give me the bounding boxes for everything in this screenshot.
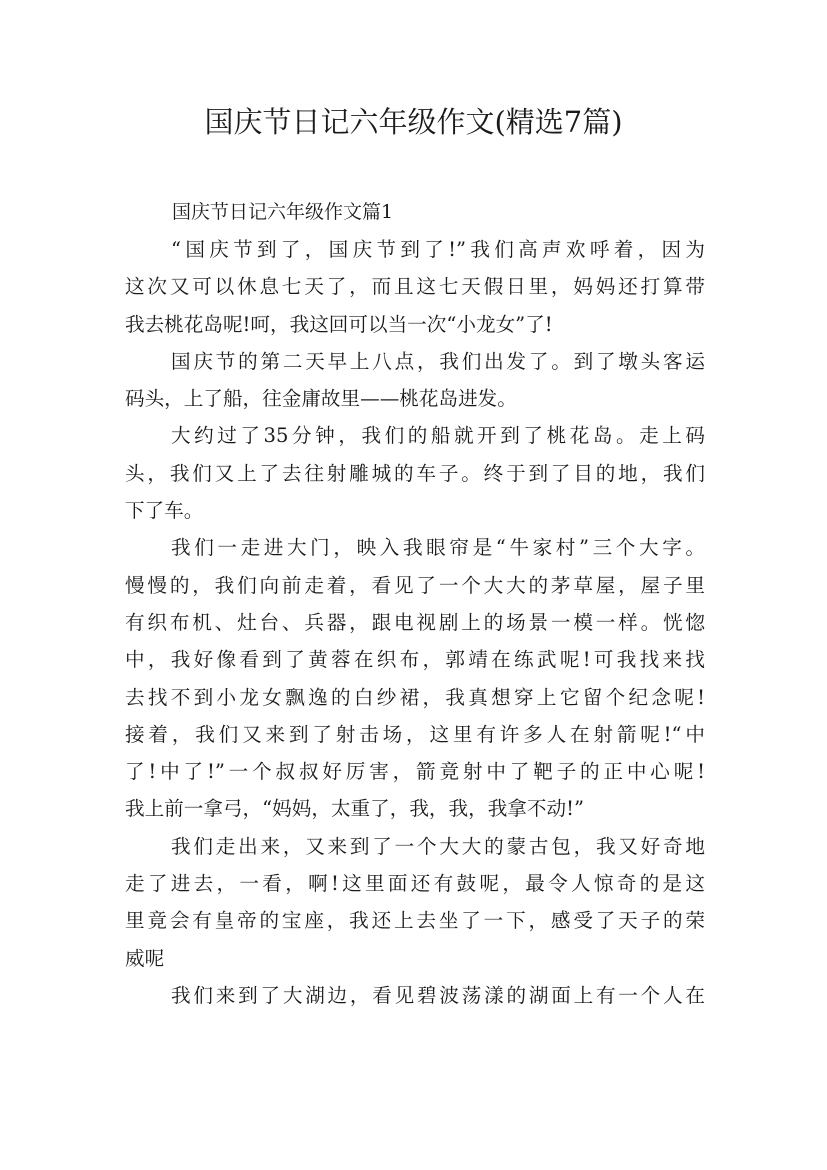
text-line: 这次又可以休息七天了，而且这七天假日里，妈妈还打算带 (125, 275, 705, 299)
body-text (125, 231, 705, 1014)
text-line: 有织布机、灶台、兵器，跟电视剧上的场景一模一样。恍惚 (125, 610, 705, 634)
text-line: 国庆节的第二天早上八点，我们出发了。到了墩头客运 (171, 349, 705, 373)
text-line: 接着，我们又来到了射击场，这里有许多人在射箭呢!“中 (125, 722, 705, 746)
text-line: 里竟会有皇帝的宝座，我还上去坐了一下，感受了天子的荣 (125, 909, 705, 933)
text-line: “国庆节到了，国庆节到了!”我们高声欢呼着，因为 (171, 238, 705, 261)
text-line: 去找不到小龙女飘逸的白纱裙，我真想穿上它留个纪念呢! (125, 685, 705, 709)
text-line: 我们来到了大湖边，看见碧波荡漾的湖面上有一个人在 (171, 983, 705, 1007)
text-line: 我们一走进大门，映入我眼帘是“牛家村”三个大字。 (171, 536, 705, 560)
text-line: 码头，上了船，往金庸故里——桃花岛进发。 (125, 387, 517, 411)
text-line: 头，我们又上了去往射雕城的车子。终于到了目的地，我们 (125, 461, 705, 485)
text-line: 走了进去，一看，啊!这里面还有鼓呢，最令人惊奇的是这 (125, 872, 705, 896)
text-line: 我们走出来，又来到了一个大大的蒙古包，我又好奇地 (171, 834, 705, 858)
document-title: 国庆节日记六年级作文(精选7篇) (204, 105, 623, 139)
text-line: 我去桃花岛呢!呵，我这回可以当一次“小龙女”了! (125, 312, 553, 336)
text-line: 威呢 (125, 946, 165, 970)
text-line: 中，我好像看到了黄蓉在织布，郭靖在练武呢!可我找来找 (125, 648, 705, 672)
text-line: 了!中了!”一个叔叔好厉害，箭竟射中了靶子的正中心呢! (125, 760, 705, 784)
text-line: 大约过了35分钟，我们的船就开到了桃花岛。走上码 (171, 424, 705, 448)
text-line: 我上前一拿弓，“妈妈，太重了，我，我，我拿不动!” (125, 797, 584, 821)
text-line: 下了车。 (125, 499, 204, 523)
text-line: 慢慢的，我们向前走着，看见了一个大大的茅草屋，屋子里 (125, 573, 705, 597)
section-heading: 国庆节日记六年级作文篇1 (172, 201, 394, 223)
